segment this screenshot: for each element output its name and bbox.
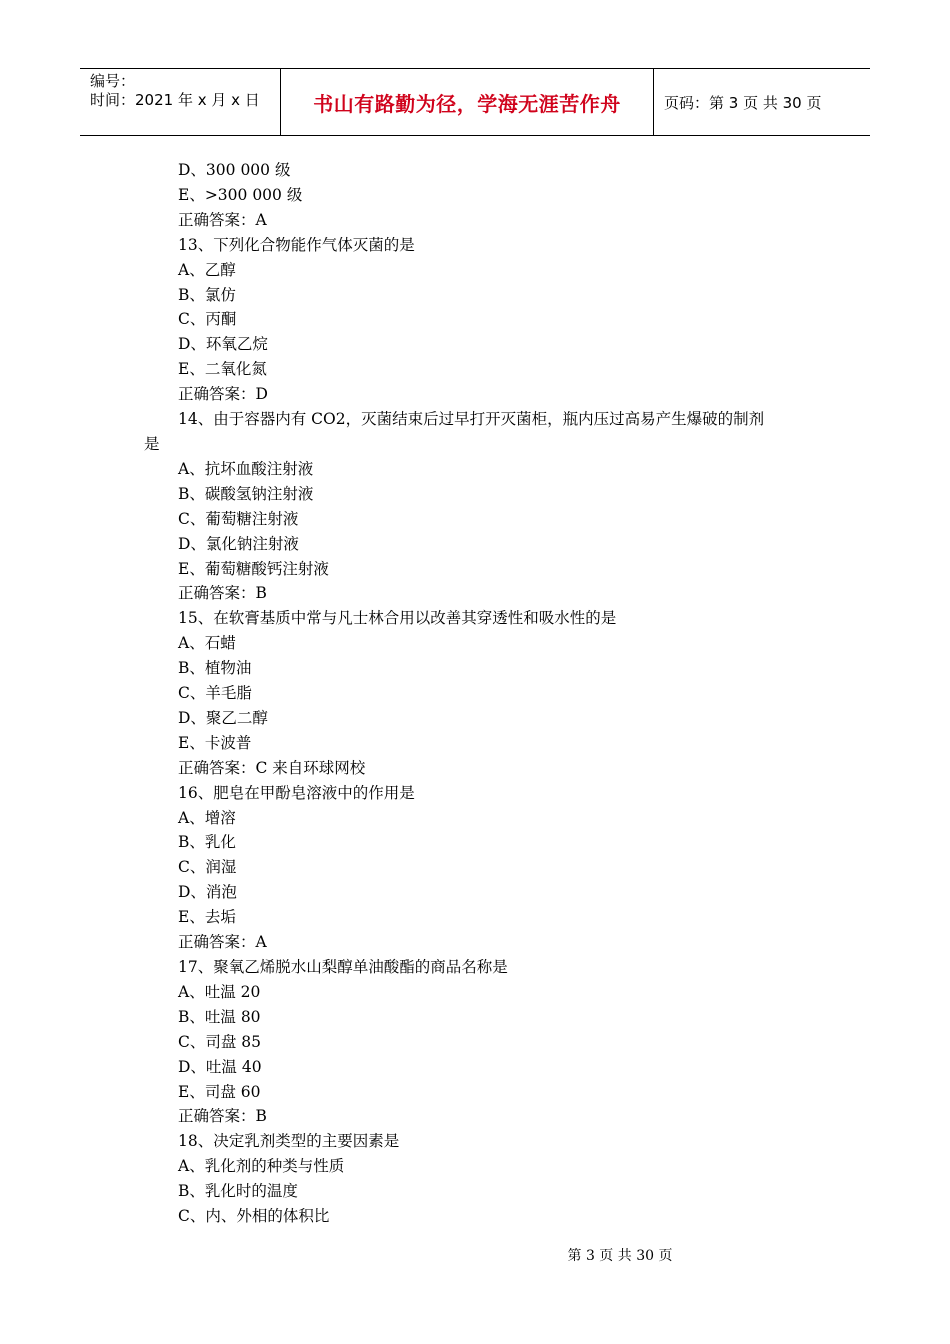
header-meta [80,69,281,135]
text-line: 18、决定乳剂类型的主要因素是 [178,1132,400,1151]
text-line: 正确答案：B [178,584,267,603]
text-line: B、乳化 [178,833,236,852]
text-line: C、葡萄糖注射液 [178,509,299,528]
text-line: 正确答案：A [178,210,267,229]
header-motto: 书山有路勤为径，学海无涯苦作舟 [281,69,654,135]
header-page-info: 页码：第 3 页 共 30 页 [664,93,822,112]
text-line: 正确答案：B [178,1107,267,1126]
text-line: 17、聚氧乙烯脱水山梨醇单油酸酯的商品名称是 [178,958,508,976]
text-line: D、300 000 级 [178,161,291,179]
text-line: D、消泡 [178,883,237,902]
text-line: C、丙酮 [178,310,237,329]
text-line: C、羊毛脂 [178,684,252,703]
page-header [80,68,870,136]
text-line: E、葡萄糖酸钙注射液 [178,559,329,578]
text-line: D、吐温 40 [178,1057,262,1076]
text-line: D、环氧乙烷 [178,335,268,354]
text-line: 15、在软膏基质中常与凡士林合用以改善其穿透性和吸水性的是 [178,609,617,628]
text-line: E、卡波普 [178,733,252,752]
text-line: B、碳酸氢钠注射液 [178,484,314,503]
text-line: C、司盘 85 [178,1032,262,1051]
text-line: A、乳化剂的种类与性质 [178,1157,345,1176]
text-line: B、氯仿 [178,285,236,304]
time-label: 时间：2021 年 x 月 x 日 [90,91,260,109]
text-line: B、乳化时的温度 [178,1182,298,1201]
text-line: 13、下列化合物能作气体灭菌的是 [178,235,415,254]
text-line: 正确答案：D [178,385,268,404]
text-line: A、抗坏血酸注射液 [178,459,314,478]
text-line: D、聚乙二醇 [178,708,268,727]
text-line: A、增溶 [178,808,236,827]
text-line: C、内、外相的体积比 [178,1207,330,1226]
text-line: 14、由于容器内有 CO2，灭菌结束后过早打开灭菌柜，瓶内压过高易产生爆破的制剂 [178,410,765,429]
number-label: 编号： [90,72,136,90]
text-line: 正确答案：A [178,933,267,952]
text-line: 是 [144,434,160,453]
text-line: C、润湿 [178,858,237,877]
text-line: D、氯化钠注射液 [178,534,299,553]
text-line: E、二氧化氮 [178,360,267,379]
text-line: E、>300 000 级 [178,185,303,204]
text-line: E、司盘 60 [178,1082,261,1101]
document-body [144,158,824,1229]
text-line: A、吐温 20 [178,982,261,1001]
text-line: E、去垢 [178,908,236,927]
page-footer: 第 3 页 共 30 页 [567,1248,673,1264]
text-line: 16、肥皂在甲酚皂溶液中的作用是 [178,783,415,802]
text-line: A、乙醇 [178,260,236,279]
text-line: B、植物油 [178,659,252,678]
text-line: A、石蜡 [178,634,236,653]
text-line: B、吐温 80 [178,1007,261,1026]
text-line: 正确答案：C 来自环球网校 [178,758,366,777]
